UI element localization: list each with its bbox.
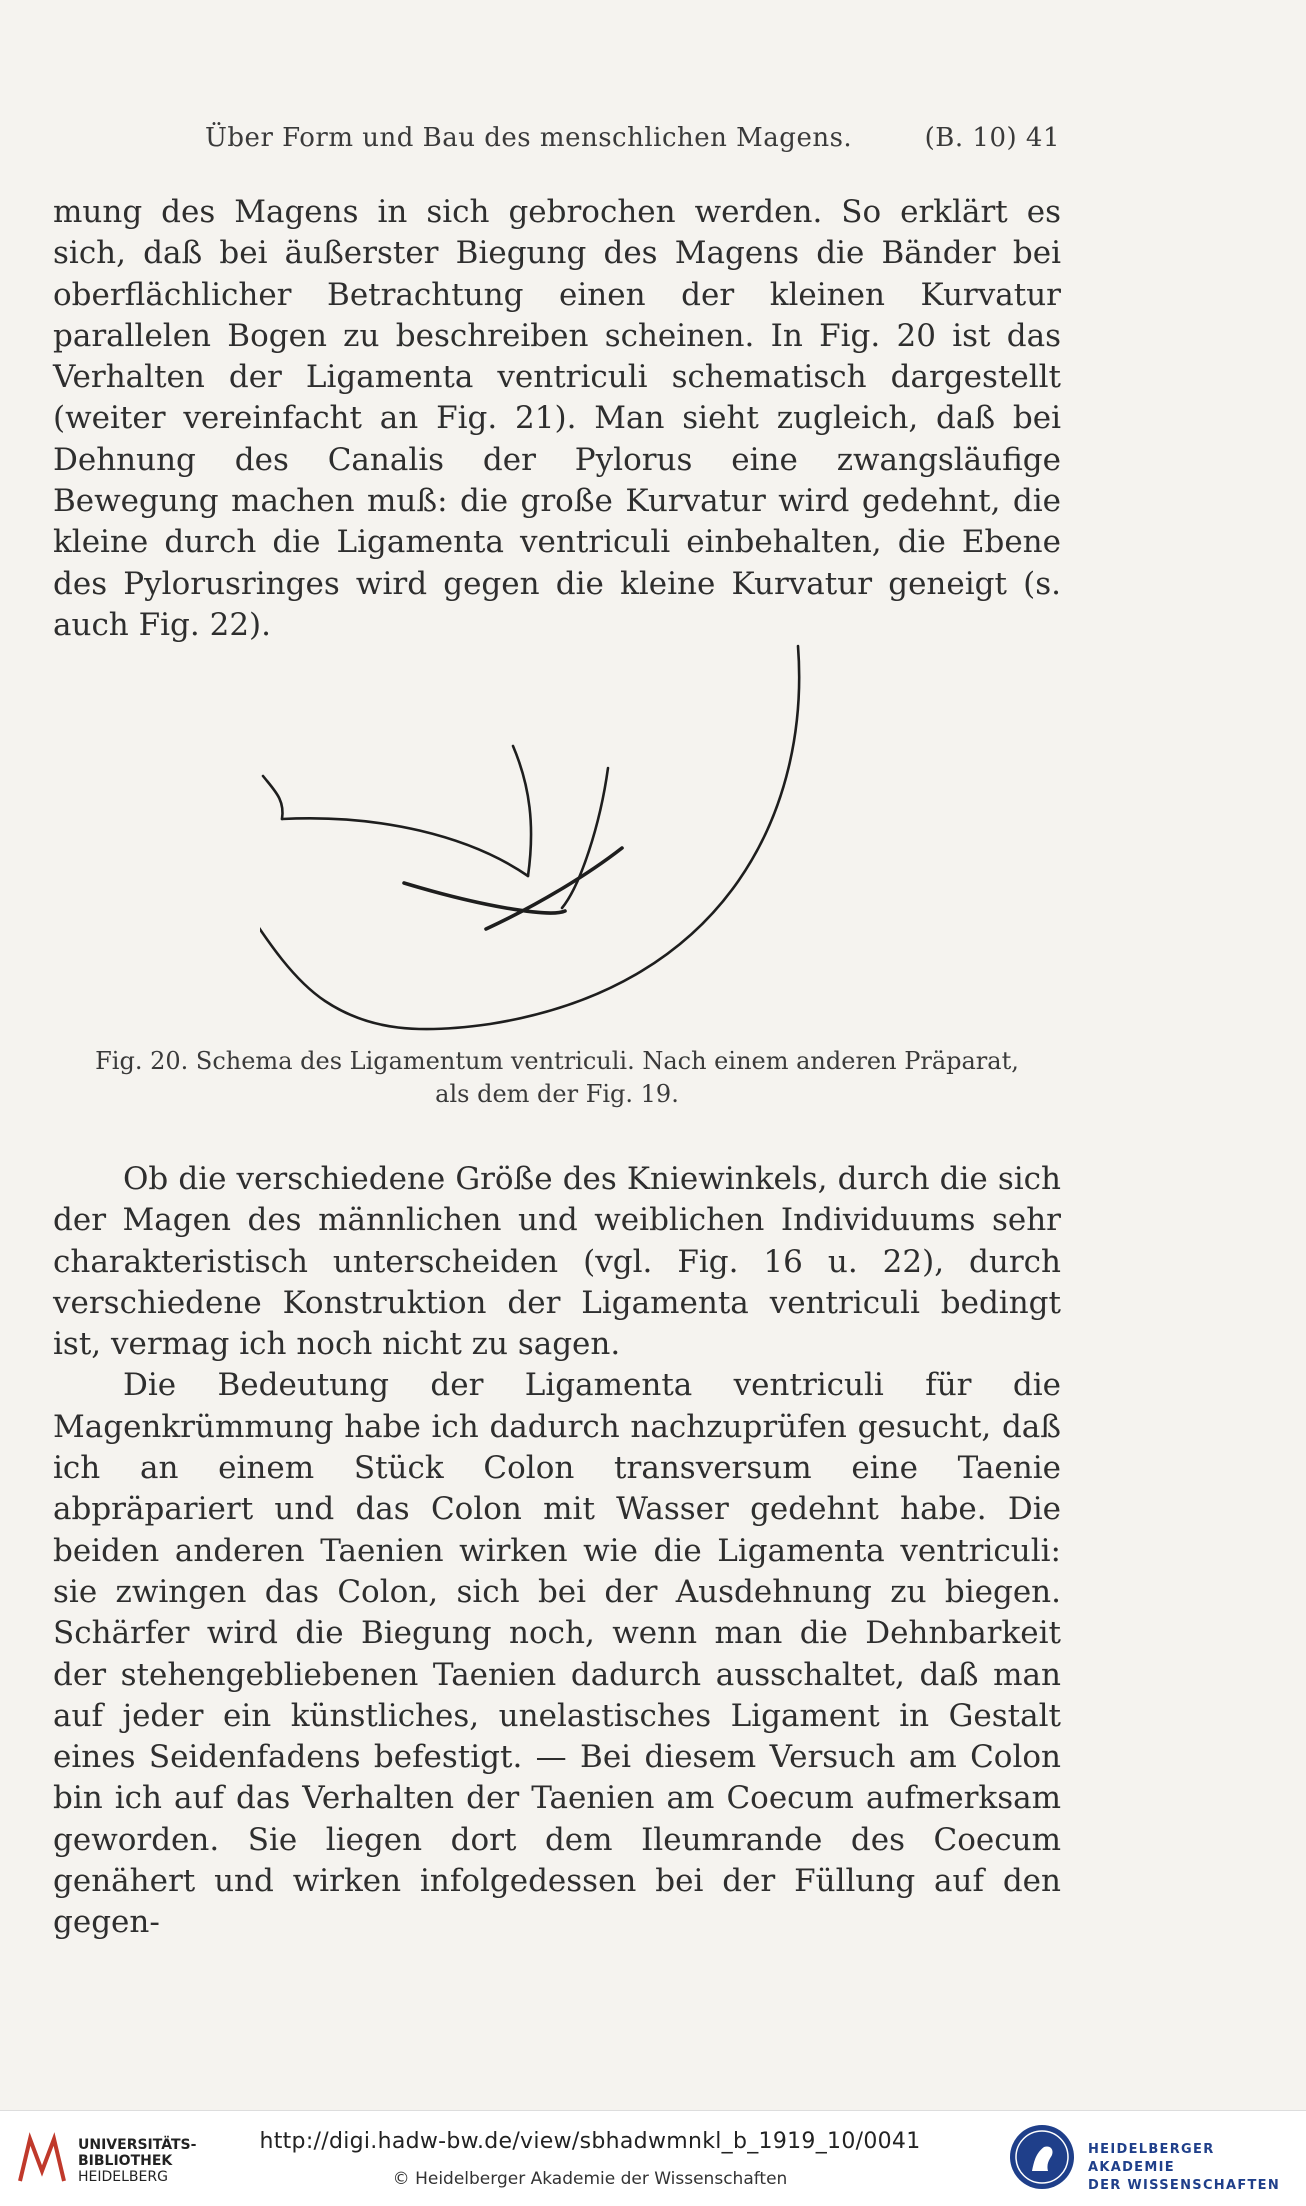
caption-line-1: Fig. 20. Schema des Ligamentum ventriculi. Nach einem anderen Präparat, (95, 1047, 1019, 1075)
caption-line-2: als dem der Fig. 19. (435, 1080, 679, 1108)
pylorus-upper-lip (263, 776, 283, 819)
paragraph: Die Bedeutung der Ligamenta ventriculi für die Magenkrümmung habe ich dadurch nachzuprüfen gesucht, daß ich an einem Stück Colon transversum eine Taenie abpräpariert und das Colon mit Wasser gedehnt habe. Die beiden anderen Taenien wirken wie die Ligamenta ventriculi: sie zwingen das Colon, sich bei der Ausdehnung zu biegen. Schärfer wird die Biegung noch, wenn man die Dehnbarkeit der stehengebliebenen Taenien dadurch ausschaltet, daß man auf jeder ein künstliches, unelastisches Ligament in Gestalt eines Seidenfadens befestigt. — Bei diesem Versuch am Colon bin ich auf das Verhalten der Taenien am Coecum aufmerksam geworden. Sie liegen dort dem Ileumrande des Coecum genähert und wirken infolgedessen bei der Füllung auf den gegen- (53, 1367, 1061, 1941)
running-head-title: Über Form und Bau des menschlichen Magens. (205, 123, 853, 153)
ligament-band-upper (513, 746, 531, 876)
body-text-bottom (53, 1159, 1061, 1944)
stomach-ligament-schematic (260, 636, 820, 1036)
ligament-band-middle (404, 883, 565, 913)
university-library-logo-icon (12, 2131, 72, 2187)
source-url-link[interactable]: http://digi.hadw-bw.de/view/sbhadwmnkl_b_1919_10/0041 (259, 2129, 921, 2154)
lesser-curvature-line (282, 818, 528, 876)
figure-20-diagram (260, 636, 820, 1036)
body-text-top (53, 192, 1061, 646)
footer-bar (0, 2110, 1306, 2206)
academy-seal-icon (1008, 2123, 1076, 2191)
greater-curvature-line (260, 646, 799, 1029)
copyright-notice: © Heidelberger Akademie der Wissenschaften (392, 2169, 788, 2189)
running-head-page-reference: (B. 10) 41 (924, 123, 1060, 153)
ligament-band-cross (486, 848, 622, 929)
figure-caption (53, 1045, 1061, 1111)
ligament-band-right (562, 768, 608, 908)
paragraph: Ob die verschiedene Größe des Kniewinkels, durch die sich der Magen des männlichen und weiblichen Individuums sehr charakteristisch unterscheiden (vgl. Fig. 16 u. 22), durch verschiedene Konstruktion der Ligamenta ventriculi bedingt ist, vermag ich noch nicht zu sagen. (53, 1161, 1061, 1363)
university-library-name: UNIVERSITÄTS- BIBLIOTHEK HEIDELBERG (78, 2137, 197, 2185)
paragraph: mung des Magens in sich gebrochen werden. So erklärt es sich, daß bei äußerster Biegung des Magens die Bänder bei oberflächlicher Betrachtung einen der kleinen Kurvatur parallelen Bogen zu beschreiben scheinen. In Fig. 20 ist das Verhalten der Ligamenta ventriculi schematisch dargestellt (weiter vereinfacht an Fig. 21). Man sieht zugleich, daß bei Dehnung des Canalis der Pylorus eine zwangsläufige Bewegung machen muß: die große Kurvatur wird gedehnt, die kleine durch die Ligamenta ventriculi einbehalten, die Ebene des Pylorusringes wird gegen die kleine Kurvatur geneigt (s. auch Fig. 22). (53, 194, 1061, 643)
academy-name: HEIDELBERGER AKADEMIE DER WISSENSCHAFTEN (1088, 2142, 1281, 2193)
